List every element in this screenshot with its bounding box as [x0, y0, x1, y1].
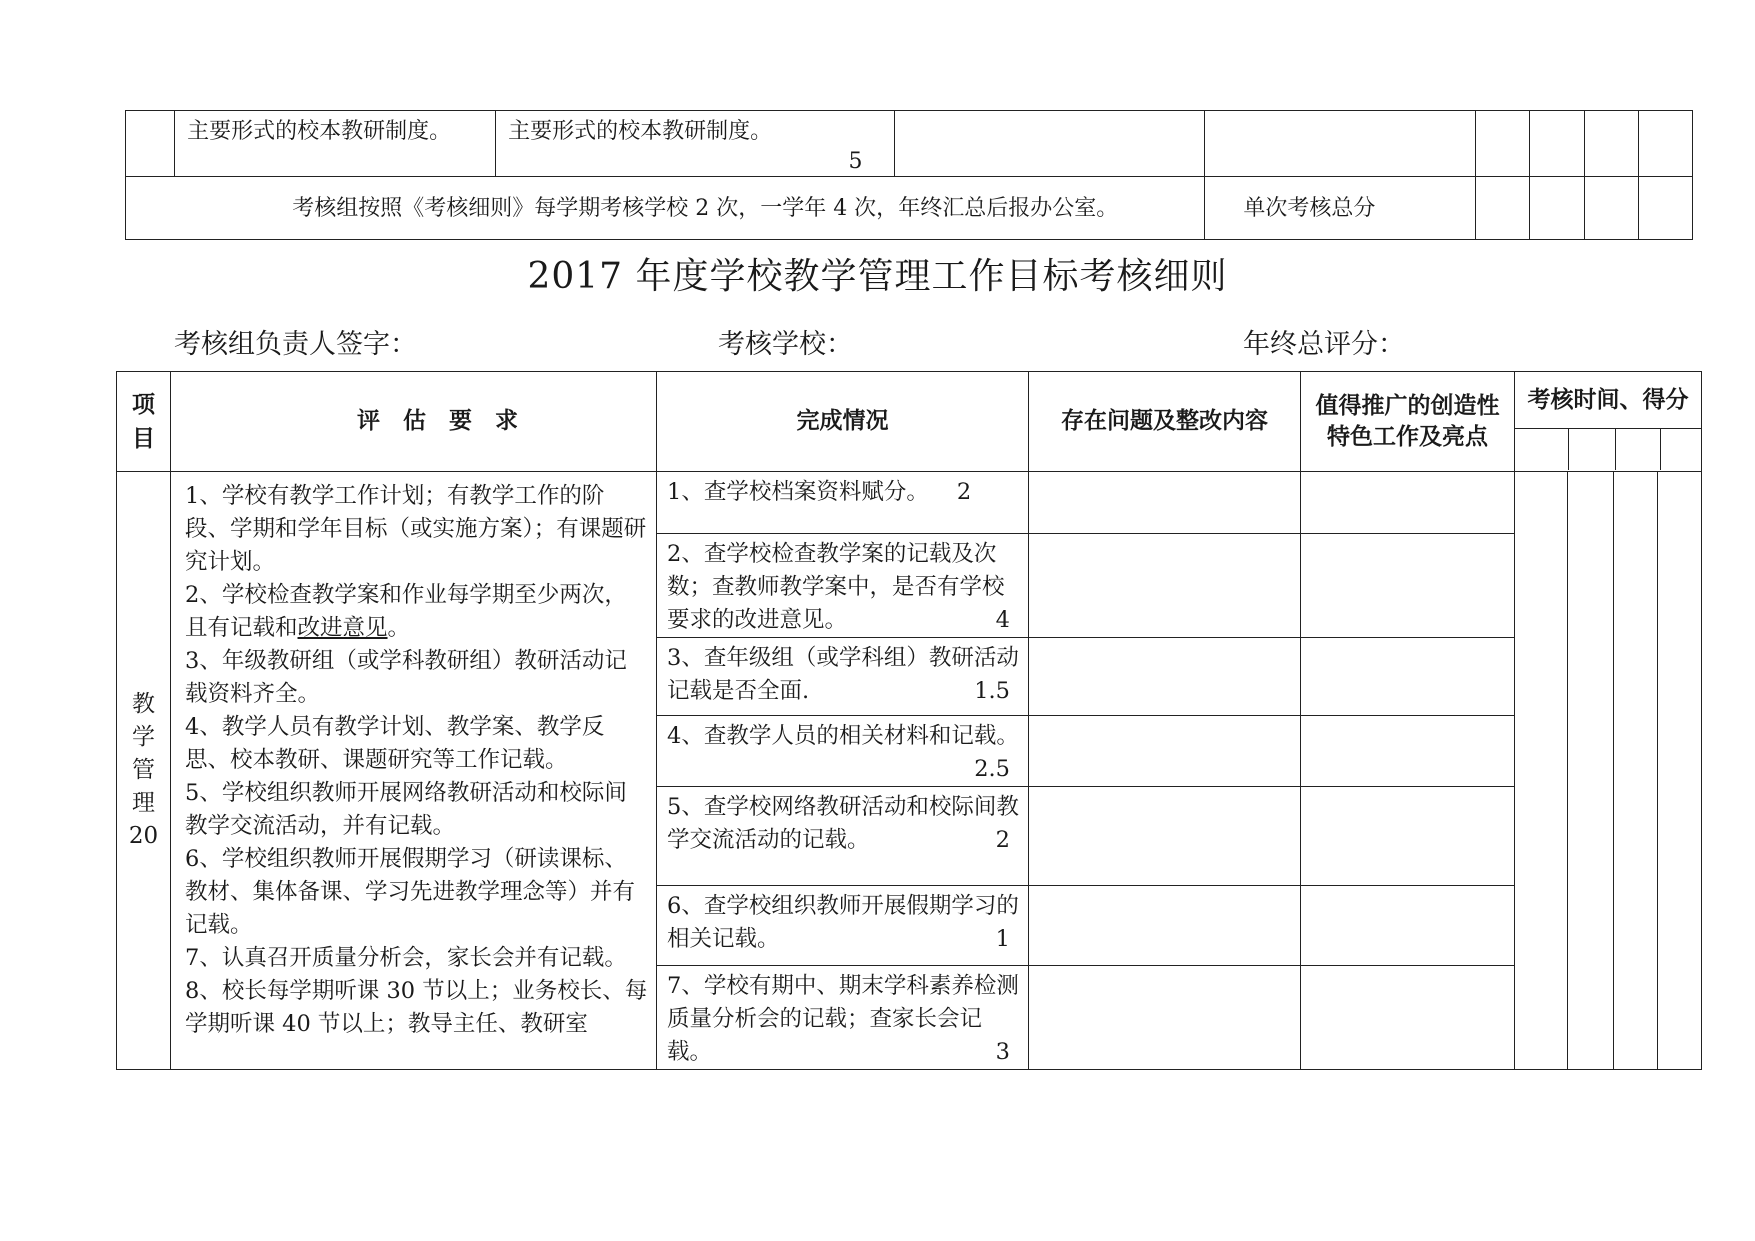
check-points: 2 — [956, 479, 972, 505]
score-cell — [1515, 472, 1568, 1070]
section-name-char: 管 — [132, 757, 155, 783]
problems-cell — [1029, 472, 1301, 534]
problems-cell — [1029, 966, 1301, 1070]
header-requirement-text: 评 估 要 求 — [357, 408, 519, 434]
score-cell — [1584, 177, 1638, 240]
score-subcolumn — [1569, 429, 1616, 470]
assessment-note-cell — [126, 177, 1205, 240]
problems-cell — [1029, 886, 1301, 966]
requirement-underlined-text: 改进意见 — [297, 615, 388, 641]
check-cell — [657, 534, 1029, 638]
header-item — [117, 372, 171, 472]
features-cell — [1301, 787, 1515, 886]
header-score-title: 考核时间、得分 — [1515, 372, 1701, 429]
section-name-char: 20 — [128, 823, 159, 849]
header-features — [1301, 372, 1515, 472]
check-text: 2、查学校检查教学案的记载及次数；查教师教学案中，是否有学校要求的改进意见。 — [667, 541, 1005, 633]
requirement-item: 1、学校有教学工作计划；有教学工作的阶段、学期和学年目标（或实施方案）；有课题研究计划。 — [185, 483, 647, 575]
score-cell — [1568, 472, 1614, 1070]
section-name-char: 教 — [132, 691, 155, 717]
requirement-item: 6、学校组织教师开展假期学习（研读课标、教材、集体备课、学习先进教学理念等）并有记载。 — [185, 846, 636, 938]
header-problems-text: 存在问题及整改内容 — [1061, 408, 1268, 434]
header-completion-text: 完成情况 — [796, 408, 889, 434]
score-cell — [1584, 111, 1638, 177]
requirement-item: 7、认真召开质量分析会，家长会并有记载。 — [185, 945, 627, 971]
requirement-item: 5、学校组织教师开展网络教研活动和校际间教学交流活动，并有记载。 — [185, 780, 627, 839]
score-cell — [1614, 472, 1658, 1070]
header-completion — [657, 372, 1029, 472]
score-subcolumns — [1515, 429, 1701, 470]
check-cell — [657, 787, 1029, 886]
total-label-cell — [1205, 177, 1476, 240]
features-cell — [1301, 966, 1515, 1070]
requirement-text: 主要形式的校本教研制度。 — [187, 119, 452, 144]
score-cell — [1638, 111, 1692, 177]
requirement-item — [185, 579, 648, 645]
score-subcolumn — [1661, 429, 1701, 470]
score-cell — [1658, 472, 1702, 1070]
features-cell — [1301, 534, 1515, 638]
score-cell — [1476, 177, 1530, 240]
check-points: 1 — [995, 926, 1010, 952]
requirement-item: 3、年级教研组（或学科教研组）教研活动记载资料齐全。 — [185, 648, 627, 707]
section-name-cell — [117, 472, 171, 1070]
requirement-text: 。 — [387, 615, 411, 641]
check-cell — [657, 716, 1029, 787]
score-subcolumn — [1515, 429, 1569, 470]
header-problems — [1029, 372, 1301, 472]
leader-signature-label: 考核组负责人签字： — [174, 329, 417, 360]
section-name-char: 理 — [132, 790, 155, 816]
section-name-char: 学 — [132, 724, 155, 750]
check-cell — [657, 966, 1029, 1070]
check-text: 1、查学校档案资料赋分。 — [667, 479, 929, 505]
year-score-label: 年终总评分： — [1243, 329, 1405, 360]
completion-text: 主要形式的校本教研制度。 — [508, 119, 773, 144]
requirements-cell — [171, 472, 657, 1070]
features-cell — [1301, 886, 1515, 966]
header-features-text: 值得推广的创造性特色工作及亮点 — [1315, 392, 1500, 450]
header-score — [1515, 372, 1702, 472]
check-text: 4、查教学人员的相关材料和记载。 — [667, 723, 1019, 749]
score-cell — [1530, 111, 1584, 177]
document-title: 2017 年度学校教学管理工作目标考核细则 — [527, 256, 1228, 297]
check-text: 6、查学校组织教师开展假期学习的相关记载。 — [667, 893, 1019, 952]
check-text: 7、学校有期中、期末学科素养检测质量分析会的记载；查家长会记载。 — [667, 973, 1019, 1065]
check-cell — [657, 638, 1029, 716]
check-cell — [657, 472, 1029, 534]
check-cell — [657, 886, 1029, 966]
problems-cell — [895, 111, 1205, 177]
assessment-table — [116, 371, 1702, 1070]
problems-cell — [1029, 638, 1301, 716]
features-cell — [1301, 472, 1515, 534]
empty-cell — [126, 111, 175, 177]
school-label: 考核学校： — [718, 329, 853, 360]
score-subcolumn — [1616, 429, 1661, 470]
problems-cell — [1029, 787, 1301, 886]
check-points: 1.5 — [974, 678, 1010, 704]
requirement-cell — [175, 111, 496, 177]
check-text: 3、查年级组（或学科组）教研活动记载是否全面. — [667, 645, 1019, 704]
score-cell — [1476, 111, 1530, 177]
check-points: 3 — [995, 1039, 1010, 1065]
requirement-item: 4、教学人员有教学计划、教学案、教学反思、校本教研、课题研究等工作记载。 — [185, 714, 605, 773]
header-item-text: 项目 — [132, 391, 155, 452]
requirement-text: 2、学校检查教学案和作业每学期至少两次，且有记载和 — [185, 582, 627, 641]
check-points: 2 — [995, 827, 1010, 853]
score-cell — [1638, 177, 1692, 240]
problems-cell — [1029, 534, 1301, 638]
features-cell — [1301, 638, 1515, 716]
previous-page-table — [125, 110, 1693, 240]
section-name — [117, 688, 170, 853]
requirement-item: 8、校长每学期听课 30 节以上；业务校长、每学期听课 40 节以上；教导主任、教研室 — [185, 978, 648, 1037]
single-total-label: 单次考核总分 — [1243, 195, 1376, 221]
features-cell — [1301, 716, 1515, 787]
points-text: 5 — [848, 149, 863, 174]
check-points: 4 — [995, 607, 1010, 633]
problems-cell — [1029, 716, 1301, 787]
header-requirement — [171, 372, 657, 472]
completion-cell — [496, 111, 895, 177]
features-cell — [1205, 111, 1476, 177]
score-cell — [1530, 177, 1584, 240]
check-points: 2.5 — [974, 756, 1010, 782]
check-text: 5、查学校网络教研活动和校际间教学交流活动的记载。 — [667, 794, 1019, 853]
assessment-note: 考核组按照《考核细则》每学期考核学校 2 次，一学年 4 次，年终汇总后报办公室。 — [292, 195, 1119, 221]
